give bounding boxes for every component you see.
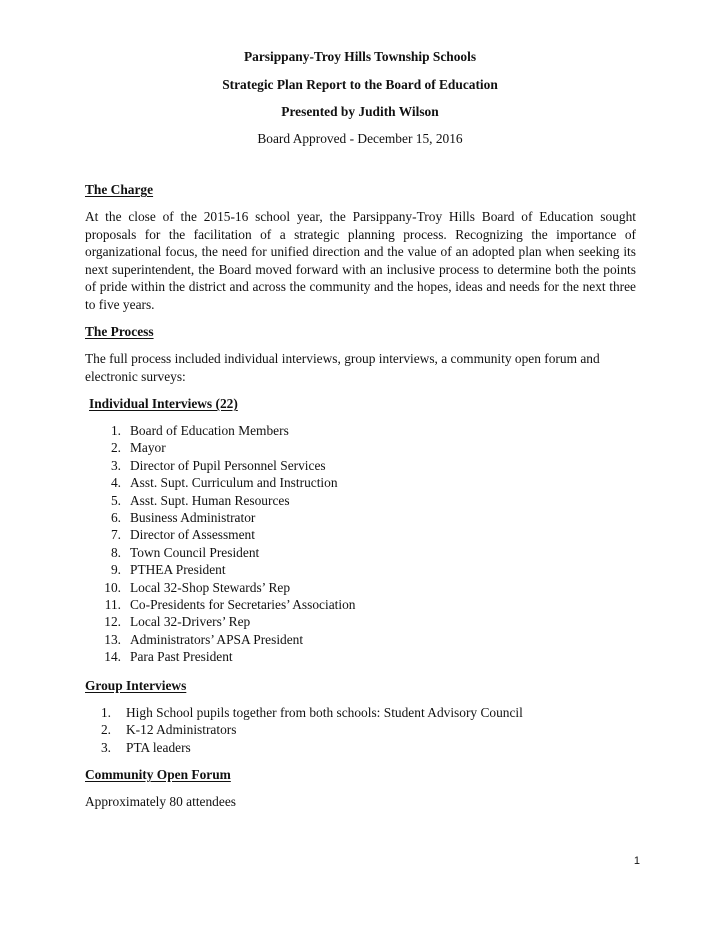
list-item: 8. Town Council President — [110, 544, 260, 560]
charge-heading: The Charge — [85, 182, 154, 197]
list-item: 14. Para Past President — [104, 649, 233, 665]
group-interviews-heading: Group Interviews — [85, 678, 187, 693]
list-item: 1. High School pupils together from both schools: Student Advisory Council — [100, 705, 523, 720]
list-item: 4. Asst. Supt. Curriculum and Instruction — [110, 475, 338, 491]
list-item: 5. Asst. Supt. Human Resources — [110, 492, 290, 508]
report-title: Strategic Plan Report to the Board of Education — [222, 77, 498, 92]
list-item: 6. Business Administrator — [110, 510, 256, 526]
list-item: 9. PTHEA President — [110, 562, 226, 578]
list-item: 1. Board of Education Members — [110, 423, 289, 438]
presenter-line: Presented by Judith Wilson — [281, 104, 439, 119]
list-item: 3. Director of Pupil Personnel Services — [110, 457, 326, 473]
list-item: 7. Director of Assessment — [110, 527, 255, 543]
process-heading: The Process — [85, 324, 154, 339]
list-item: 12. Local 32-Drivers’ Rep — [104, 614, 251, 630]
district-name: Parsippany-Troy Hills Township Schools — [243, 49, 477, 64]
list-item: 2. K-12 Administrators — [100, 722, 237, 738]
list-item: 2. Mayor — [110, 440, 166, 456]
group-interviews-list — [85, 704, 523, 756]
page-number: 1 — [633, 855, 640, 867]
list-item: 13. Administrators’ APSA President — [104, 631, 304, 647]
list-item: 3. PTA leaders — [100, 739, 191, 755]
individual-interviews-heading: Individual Interviews (22) — [89, 396, 238, 411]
open-forum-paragraph: Approximately 80 attendees — [85, 794, 236, 809]
charge-paragraph: At the close of the 2015-16 school year, the Parsippany-Troy Hills Board of Education sought proposals for the facilitation of a strategic planning process. Recognizing the importance of organizational focus, the need for unified direction and the value of an adopted plan when seeking its next superintendent, the Board moved forward with an inclusive process to determine both the points of pride within the district and across the community and the hopes, ideas and needs for the next three to five years. — [85, 209, 636, 312]
process-paragraph: The full process included individual interviews, group interviews, a community open forum and electronic surveys: — [85, 351, 600, 384]
open-forum-heading: Community Open Forum — [85, 767, 231, 782]
approval-date: Board Approved - December 15, 2016 — [257, 131, 463, 146]
list-item: 11. Co-Presidents for Secretaries’ Association — [104, 597, 356, 613]
individual-interviews-list — [85, 422, 355, 666]
list-item: 10. Local 32-Shop Stewards’ Rep — [104, 579, 291, 595]
